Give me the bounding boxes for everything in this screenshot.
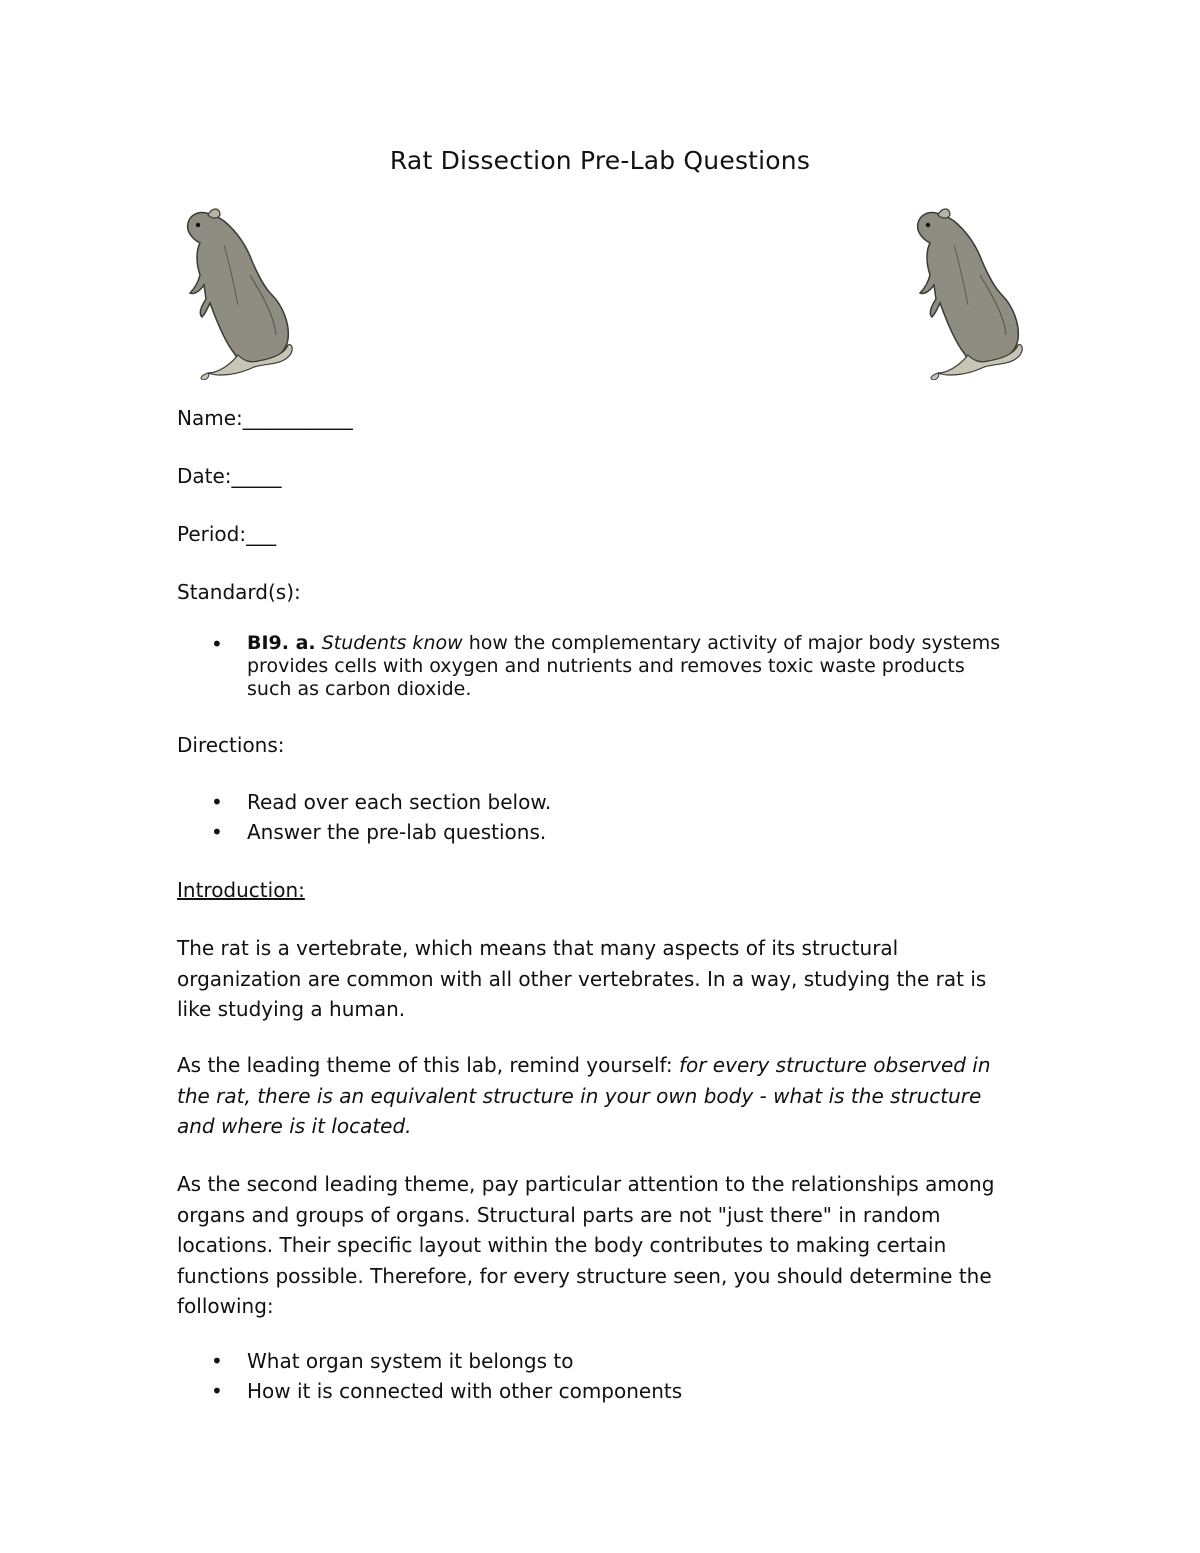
introduction-heading: Introduction: — [177, 878, 305, 902]
standard-code: BI9. a. — [247, 632, 316, 654]
standard-text — [247, 632, 1007, 701]
standard-lead: Students know — [321, 632, 463, 654]
rat-illustration-right — [908, 205, 1028, 380]
intro-paragraph-1: The rat is a vertebrate, which means that many aspects of its structural organization are common with all other vertebrates. In a way, studying the rat is like studying a human. — [177, 936, 987, 1021]
intro-paragraph-3: As the second leading theme, pay particular attention to the relationships among organs and groups of organs. Structural parts are not "just there" in random locations. Their specific layout within the body contributes to making certain functions possible. Therefore, for every structure seen, you should determine the following: — [177, 1172, 995, 1318]
bullet: • — [211, 1379, 223, 1403]
directions-item: Read over each section below. — [247, 790, 552, 814]
directions-heading: Directions: — [177, 733, 285, 757]
standards-label: Standard(s): — [177, 580, 301, 604]
period-field[interactable]: Period:___ — [177, 522, 277, 546]
intro-item: What organ system it belongs to — [247, 1349, 574, 1373]
directions-item: Answer the pre-lab questions. — [247, 820, 547, 844]
bullet: • — [211, 632, 223, 656]
bullet: • — [211, 790, 223, 814]
intro-item: How it is connected with other components — [247, 1379, 683, 1403]
intro-p2-lead: As the leading theme of this lab, remind yourself: — [177, 1053, 673, 1077]
bullet: • — [211, 820, 223, 844]
page-title: Rat Dissection Pre-Lab Questions — [389, 146, 811, 175]
standard-body: how the complementary activity of major body systems provides cells with oxygen and nutrients and removes toxic waste products such as carbon dioxide. — [247, 632, 1001, 700]
name-field[interactable]: Name:___________ — [177, 406, 353, 430]
intro-paragraph-2 — [177, 1050, 1017, 1142]
bullet: • — [211, 1349, 223, 1373]
date-field[interactable]: Date:_____ — [177, 464, 282, 488]
intro-p2-italic: for every structure observed in the rat, there is an equivalent structure in your own body - what is the structure and where is it located. — [177, 1053, 991, 1138]
rat-illustration-left — [178, 205, 298, 380]
